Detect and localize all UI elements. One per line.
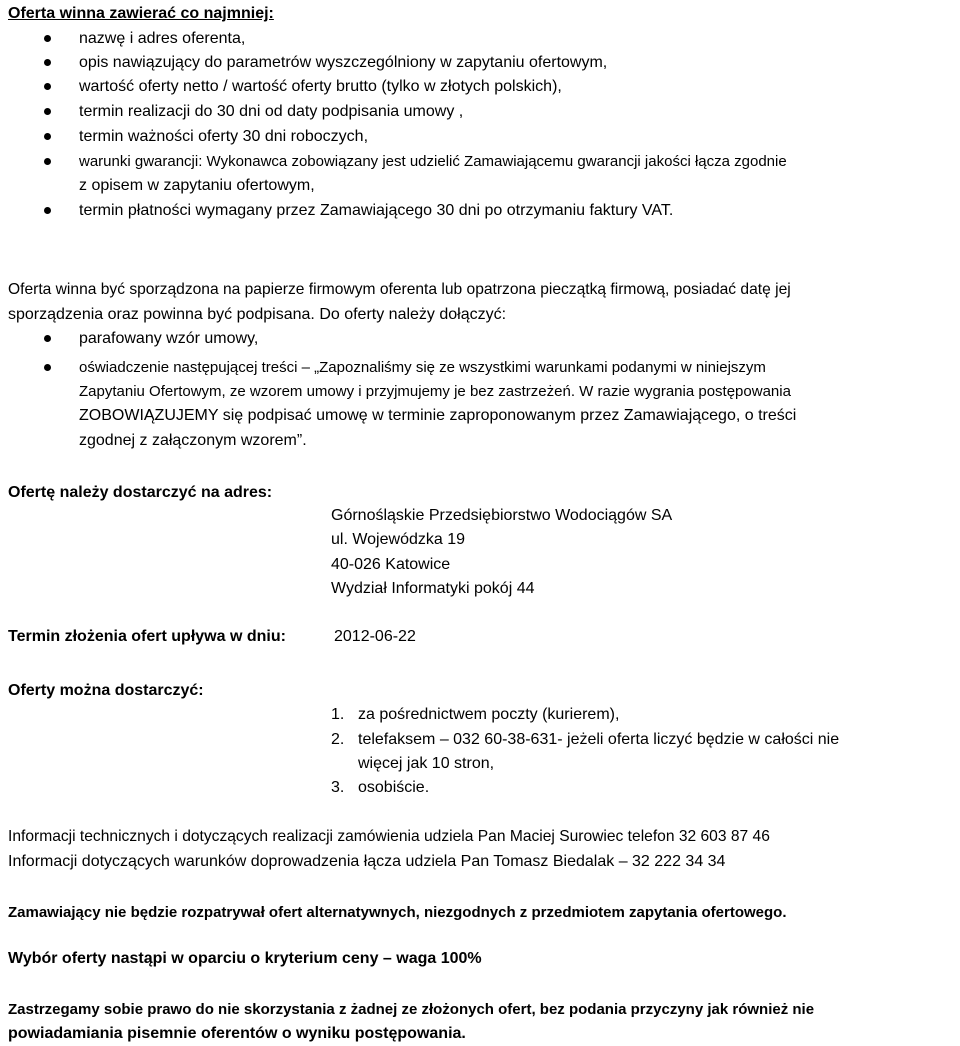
delivery-method-item-continuation: więcej jak 10 stron, xyxy=(358,755,495,772)
offer-contents-item: nazwę i adres oferenta, xyxy=(79,30,246,47)
delivery-method-item: za pośrednictwem poczty (kurierem), xyxy=(358,706,620,723)
delivery-method-item: osobiście. xyxy=(358,779,430,796)
list-item-number: 1. xyxy=(331,706,345,723)
no-alternatives-notice: Zamawiający nie będzie rozpatrywał ofert alternatywnych, niezgodnych z przedmiotem zapytania ofertowego. xyxy=(8,904,787,921)
list-item-number: 3. xyxy=(331,779,345,796)
bullet-icon xyxy=(44,335,51,342)
offer-contents-item-continuation: z opisem w zapytaniu ofertowym, xyxy=(79,177,315,194)
bullet-icon xyxy=(44,59,51,66)
attachment-item-continuation: Zapytaniu Ofertowym, ze wzorem umowy i przyjmujemy je bez zastrzeżeń. W razie wygrania postępowania xyxy=(79,383,791,400)
address-line: 40-026 Katowice xyxy=(331,556,451,573)
attachment-item: parafowany wzór umowy, xyxy=(79,330,259,347)
reservation-notice-line: Zastrzegamy sobie prawo do nie skorzystania z żadnej ze złożonych ofert, bez podania przyczyny jak również nie xyxy=(8,1001,815,1018)
offer-contents-item: opis nawiązujący do parametrów wyszczególniony w zapytaniu ofertowym, xyxy=(79,54,608,71)
delivery-method-item: telefaksem – 032 60-38-631- jeżeli oferta liczyć będzie w całości nie xyxy=(358,731,840,748)
offer-contents-item: wartość oferty netto / wartość oferty brutto (tylko w złotych polskich), xyxy=(79,78,562,95)
bullet-icon xyxy=(44,83,51,90)
address-line: ul. Wojewódzka 19 xyxy=(331,531,465,548)
bullet-icon xyxy=(44,158,51,165)
technical-contact-line: Informacji technicznych i dotyczących realizacji zamówienia udziela Pan Maciej Surowiec telefon 32 603 87 46 xyxy=(8,828,770,845)
address-line: Wydział Informatyki pokój 44 xyxy=(331,580,535,597)
offer-contents-item: warunki gwarancji: Wykonawca zobowiązany jest udzielić Zamawiającemu gwarancji jakości łącza zgodnie xyxy=(79,153,787,170)
bullet-icon xyxy=(44,133,51,140)
reservation-notice-line: powiadamiania pisemnie oferentów o wyniku postępowania. xyxy=(8,1025,466,1042)
delivery-address-label: Ofertę należy dostarczyć na adres: xyxy=(8,484,273,501)
connection-contact-line: Informacji dotyczących warunków doprowadzenia łącza udziela Pan Tomasz Biedalak – 32 222 34 34 xyxy=(8,853,726,870)
offer-contents-heading: Oferta winna zawierać co najmniej: xyxy=(8,5,274,22)
delivery-methods-label: Oferty można dostarczyć: xyxy=(8,682,204,699)
offer-contents-item: termin ważności oferty 30 dni roboczych, xyxy=(79,128,369,145)
offer-form-paragraph-line: sporządzenia oraz powinna być podpisana. Do oferty należy dołączyć: xyxy=(8,306,507,323)
bullet-icon xyxy=(44,364,51,371)
address-line: Górnośląskie Przedsiębiorstwo Wodociągów SA xyxy=(331,507,673,524)
bullet-icon xyxy=(44,108,51,115)
attachment-item: oświadczenie następującej treści – „Zapoznaliśmy się ze wszystkimi warunkami podanymi w niniejszym xyxy=(79,359,766,376)
offer-contents-item: termin realizacji do 30 dni od daty podpisania umowy , xyxy=(79,103,464,120)
offer-form-paragraph-line: Oferta winna być sporządzona na papierze firmowym oferenta lub opatrzona pieczątką firmową, posiadać datę jej xyxy=(8,281,791,298)
deadline-label: Termin złożenia ofert upływa w dniu: xyxy=(8,628,286,645)
selection-criterion-notice: Wybór oferty nastąpi w oparciu o kryterium ceny – waga 100% xyxy=(8,950,482,967)
attachment-item-continuation: ZOBOWIĄZUJEMY się podpisać umowę w terminie zaproponowanym przez Zamawiającego, o treści xyxy=(79,407,797,424)
attachment-item-continuation: zgodnej z załączonym wzorem”. xyxy=(79,432,307,449)
bullet-icon xyxy=(44,35,51,42)
bullet-icon xyxy=(44,207,51,214)
deadline-date: 2012-06-22 xyxy=(334,628,416,645)
list-item-number: 2. xyxy=(331,731,345,748)
offer-contents-item: termin płatności wymagany przez Zamawiającego 30 dni po otrzymaniu faktury VAT. xyxy=(79,202,674,219)
